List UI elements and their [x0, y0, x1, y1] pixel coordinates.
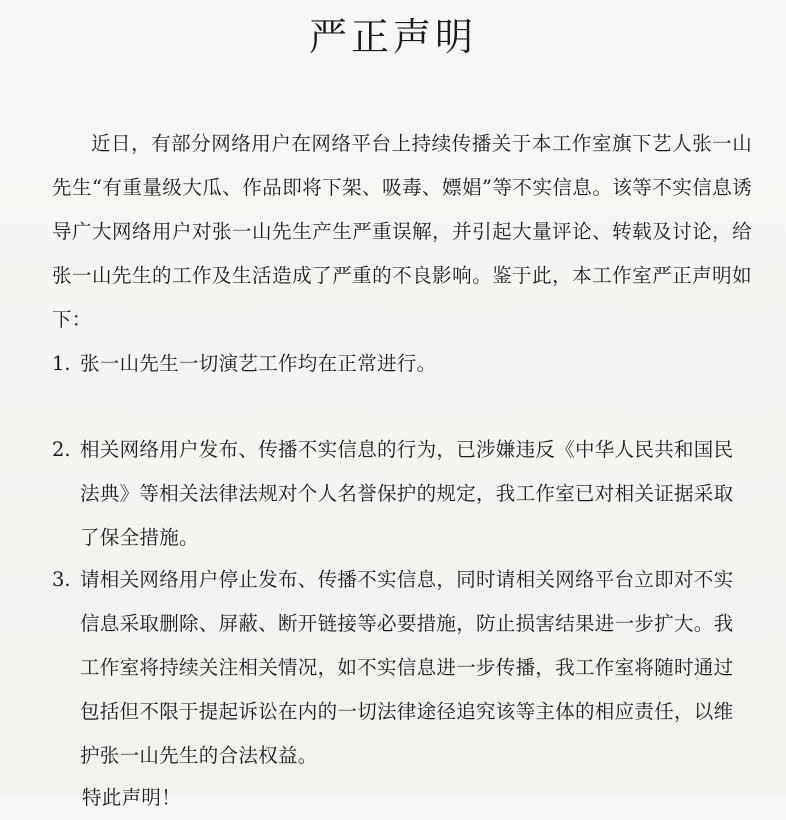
signoff-text: 特此声明！ — [82, 786, 182, 809]
item-text: 请相关网络用户停止发布、传播不实信息，同时请相关网络平台立即对不实信息采取删除、屏蔽、断开链接等必要措施，防止损害结果进一步扩大。我工作室将持续关注相关情况，如不实信息进一步传播，我工作室将随时通过包括但不限于提起诉讼在内的一切法律途径追究该等主体的相应责任，以维护张一山先生的合法权益。 — [80, 568, 734, 767]
document-title: 严正声明 — [308, 15, 477, 59]
item-number: 1. — [52, 352, 71, 375]
item-number: 2. — [52, 438, 71, 461]
intro-paragraph: 近日，有部分网络用户在网络平台上持续传播关于本工作室旗下艺人张一山先生“有重量级大瓜、作品即将下架、吸毒、嫖娼”等不实信息。该等不实信息诱导广大网络用户对张一山先生产生严重误解，并引起大量评论、转载及讨论，给张一山先生的工作及生活造成了严重的不良影响。鉴于此，本工作室严正声明如下： — [52, 132, 752, 331]
item-number: 3. — [52, 568, 71, 591]
item-text: 张一山先生一切演艺工作均在正常进行。 — [80, 352, 437, 375]
item-text: 相关网络用户发布、传播不实信息的行为，已涉嫌违反《中华人民共和国民法典》等相关法律法规对个人名誉保护的规定，我工作室已对相关证据采取了保全措施。 — [80, 438, 734, 549]
